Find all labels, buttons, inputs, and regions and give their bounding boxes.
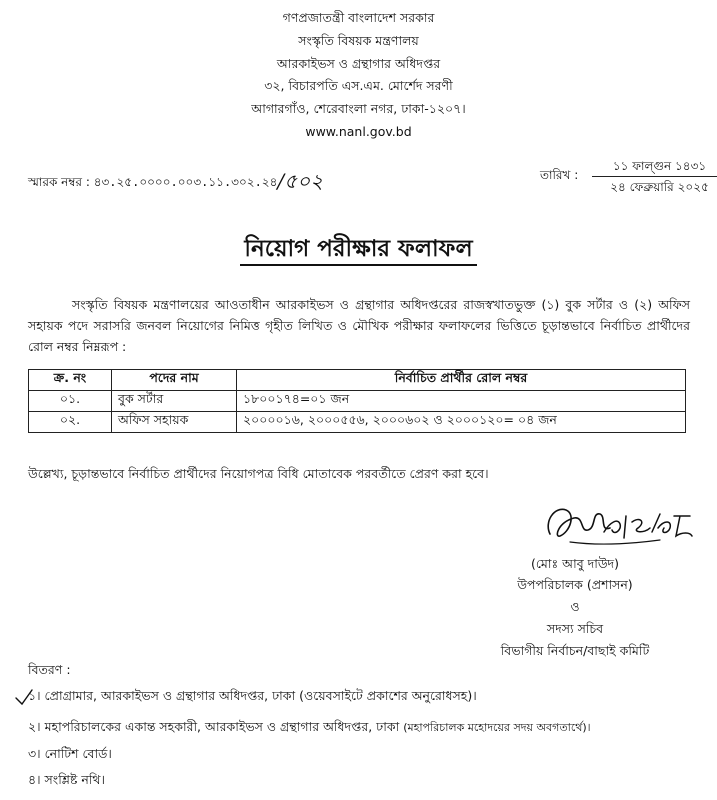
title-text: নিয়োগ পরীক্ষার ফলাফল [240, 236, 476, 266]
cell-serial: ০১. [29, 391, 112, 412]
signatory-role: সদস্য সচিব [546, 621, 604, 636]
date-bangla: ১১ ফাল্গুন ১৪৩১ [612, 159, 707, 173]
header-post: পদের নাম [112, 370, 237, 391]
distribution-item: ৩। নোটিশ বোর্ড। [28, 746, 112, 761]
distribution-item-text: ২। মহাপরিচালকের একান্ত সহকারী, আরকাইভস ও গ্রন্থাগার অধিদপ্তর, ঢাকা [28, 719, 400, 734]
cell-roll: ২০০০০১৬, ২০০০৫৫৬, ২০০০৬০২ ও ২০০০১২০= ০৪ জন [237, 412, 686, 433]
signatory-committee: বিভাগীয় নির্বাচন/বাছাই কমিটি [500, 643, 650, 658]
distribution-item: ৪। সংশ্লিষ্ট নথি। [28, 772, 105, 787]
table-row [29, 412, 686, 433]
header-ministry: সংস্কৃতি বিষয়ক মন্ত্রণালয় [298, 33, 419, 48]
cell-serial: ০২. [29, 412, 112, 433]
header-roll: নির্বাচিত প্রার্থীর রোল নম্বর [237, 370, 686, 391]
header-govt: গণপ্রজাতন্ত্রী বাংলাদেশ সরকার [282, 10, 435, 25]
signature-image [540, 492, 700, 552]
distribution-label: বিতরণ : [28, 662, 71, 677]
memo-handwritten-number: /৫০২ [277, 169, 324, 193]
header-website[interactable]: www.nanl.gov.bd [305, 124, 412, 139]
cell-post: বুক সর্টার [112, 391, 237, 412]
signatory-conjunction: ও [570, 599, 580, 614]
header-serial: ক্র. নং [29, 370, 112, 391]
note-text: উল্লেখ্য, চূড়ান্তভাবে নির্বাচিত প্রার্থীদের নিয়োগপত্র বিধি মোতাবেক পরবর্তীতে প্রেরণ করা হবে। [28, 466, 489, 481]
header-address-line2: আগারগাঁও, শেরেবাংলা নগর, ঢাকা-১২০৭। [251, 101, 466, 116]
cell-post: অফিস সহায়ক [112, 412, 237, 433]
distribution-item [28, 719, 591, 739]
page-title [0, 230, 717, 269]
memo-label: স্মারক নম্বর : [28, 175, 90, 189]
header-department: আরকাইভস ও গ্রন্থাগার অধিদপ্তর [276, 56, 441, 71]
header-address-line1: ৩২, বিচারপতি এস.এম. মোর্শেদ সরণী [264, 78, 453, 93]
date-divider [592, 176, 717, 177]
distribution-item-note: (মহাপরিচালক মহোদয়ের সদয় অবগতার্থে)। [403, 721, 591, 734]
table-header-row [29, 370, 686, 391]
table-row [29, 391, 686, 412]
cell-roll: ১৮০০১৭৪=০১ জন [237, 391, 686, 412]
signatory-name: (মোঃ আবু দাউদ) [530, 556, 620, 571]
distribution-item: ১। প্রোগ্রামার, আরকাইভস ও গ্রন্থাগার অধিদপ্তর, ঢাকা (ওয়েবসাইটে প্রকাশের অনুরোধসহ)। [28, 688, 477, 703]
date-gregorian: ২৪ ফেব্রুয়ারি ২০২৫ [610, 180, 709, 194]
body-paragraph [28, 294, 690, 357]
signatory-designation: উপপরিচালক (প্রশাসন) [517, 577, 633, 592]
memo-number: ৪৩.২৫.০০০০.০০৩.১১.৩০২.২৪ [93, 175, 278, 189]
memo-reference [28, 167, 323, 200]
results-table [28, 369, 686, 433]
date-values [592, 158, 717, 195]
date-label: তারিখ : [540, 168, 579, 182]
paragraph-text: সংস্কৃতি বিষয়ক মন্ত্রণালয়ের আওতাধীন আরকাইভস ও গ্রন্থাগার অধিদপ্তরের রাজস্বখাতভুক্ত (১) বুক সর্টার ও (২) অফিস সহায়ক পদে সরাসরি জনবল নিয়োগের নিমিত্ত গৃহীত লিখিত ও মৌখিক পরীক্ষার ফলাফলের ভিত্তিতে চূড়ান্তভাবে নির্বাচিত প্রার্থীদের রোল নম্বর নিম্নরূপ : [28, 297, 690, 354]
